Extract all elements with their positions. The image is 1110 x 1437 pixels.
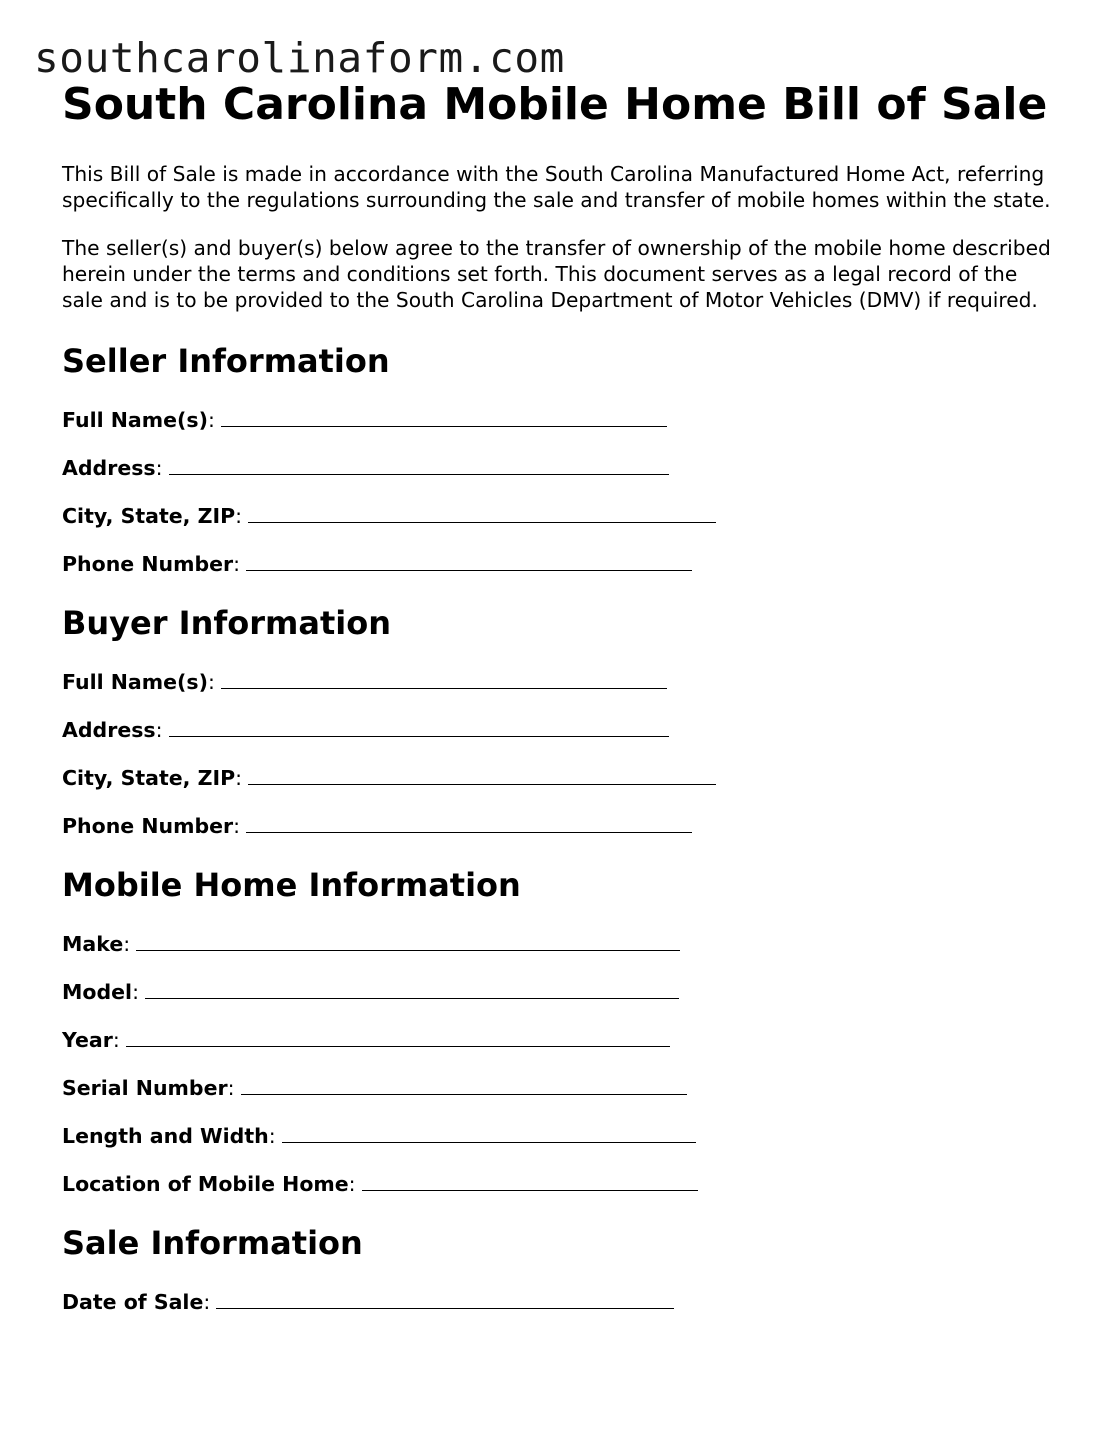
intro-paragraph-act: This Bill of Sale is made in accordance with the South Carolina Manufactured Home Act, referring specifically to the regulations surrounding the sale and transfer of mobile homes within the state. (62, 162, 1051, 212)
buyer-phone-label: Phone Number (62, 814, 234, 838)
site-watermark: southcarolinaform.com (34, 34, 565, 82)
location-blank[interactable] (362, 1189, 698, 1191)
buyer-city-state-zip-label: City, State, ZIP (62, 766, 236, 790)
location-field[interactable]: Location of Mobile Home: (62, 1170, 1062, 1198)
seller-phone-blank[interactable] (246, 569, 692, 571)
model-label: Model (62, 980, 133, 1004)
seller-city-state-zip-label: City, State, ZIP (62, 504, 236, 528)
serial-number-label: Serial Number (62, 1076, 228, 1100)
make-label: Make (62, 932, 124, 956)
buyer-address-field[interactable]: Address: (62, 716, 1062, 744)
buyer-city-state-zip-field[interactable]: City, State, ZIP: (62, 764, 1062, 792)
model-blank[interactable] (145, 997, 679, 999)
seller-phone-field[interactable]: Phone Number: (62, 550, 1062, 578)
location-label: Location of Mobile Home (62, 1172, 349, 1196)
seller-city-state-zip-field[interactable]: City, State, ZIP: (62, 502, 1062, 530)
buyer-full-name-blank[interactable] (221, 687, 667, 689)
seller-section-heading: Seller Information (62, 342, 390, 380)
length-width-field[interactable]: Length and Width: (62, 1122, 1062, 1150)
make-field[interactable]: Make: (62, 930, 1062, 958)
sale-section-heading: Sale Information (62, 1224, 363, 1262)
seller-full-name-blank[interactable] (221, 425, 667, 427)
seller-city-state-zip-blank[interactable] (248, 521, 716, 523)
buyer-full-name-field[interactable]: Full Name(s): (62, 668, 1062, 696)
date-of-sale-field[interactable]: Date of Sale: (62, 1288, 1062, 1316)
seller-address-label: Address (62, 456, 156, 480)
buyer-address-blank[interactable] (169, 735, 669, 737)
seller-full-name-label: Full Name(s) (62, 408, 208, 432)
make-blank[interactable] (136, 949, 680, 951)
intro-paragraph-agreement: The seller(s) and buyer(s) below agree to the transfer of ownership of the mobile home described herein under the terms and conditions set forth. This document serves as a legal record of the sale and is to be provided to the South Carolina Department of Motor Vehicles (DMV) if required. (62, 236, 1051, 312)
length-width-label: Length and Width (62, 1124, 269, 1148)
buyer-full-name-label: Full Name(s) (62, 670, 208, 694)
seller-address-blank[interactable] (169, 473, 669, 475)
bill-of-sale-document (62, 78, 1062, 1316)
year-field[interactable]: Year: (62, 1026, 1062, 1054)
date-of-sale-blank[interactable] (216, 1307, 674, 1309)
length-width-blank[interactable] (282, 1141, 696, 1143)
mobile-home-section-heading: Mobile Home Information (62, 866, 521, 904)
document-title: South Carolina Mobile Home Bill of Sale (62, 79, 1048, 130)
buyer-city-state-zip-blank[interactable] (248, 783, 716, 785)
buyer-section-heading: Buyer Information (62, 604, 391, 642)
serial-number-blank[interactable] (241, 1093, 687, 1095)
date-of-sale-label: Date of Sale (62, 1290, 204, 1314)
year-label: Year (62, 1028, 113, 1052)
buyer-phone-blank[interactable] (246, 831, 692, 833)
year-blank[interactable] (126, 1045, 670, 1047)
seller-address-field[interactable]: Address: (62, 454, 1062, 482)
seller-phone-label: Phone Number (62, 552, 234, 576)
buyer-address-label: Address (62, 718, 156, 742)
serial-number-field[interactable]: Serial Number: (62, 1074, 1062, 1102)
seller-full-name-field[interactable]: Full Name(s): (62, 406, 1062, 434)
buyer-phone-field[interactable]: Phone Number: (62, 812, 1062, 840)
model-field[interactable]: Model: (62, 978, 1062, 1006)
